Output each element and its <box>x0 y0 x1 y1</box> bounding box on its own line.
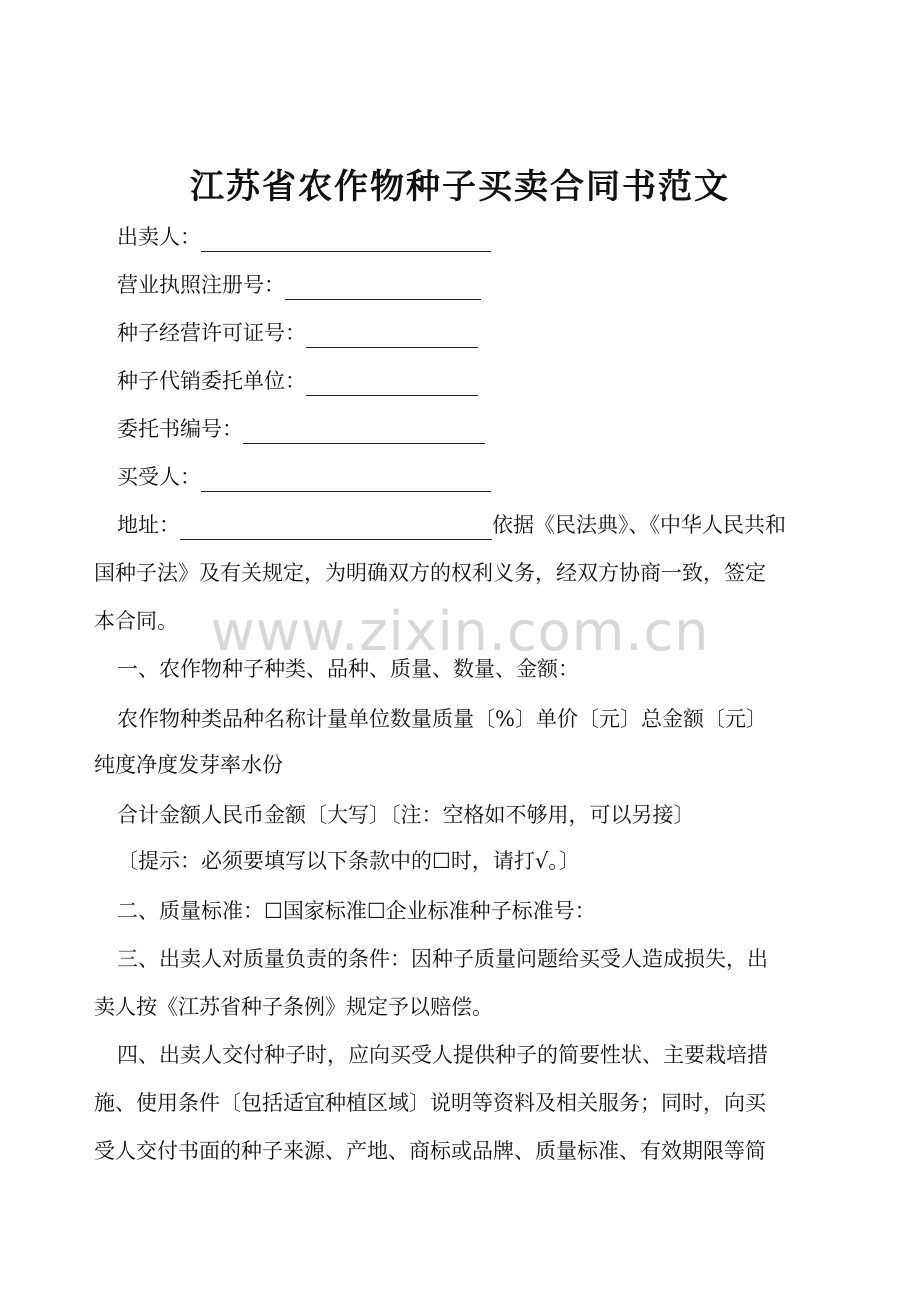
section3-line-1: 三、出卖人对质量负责的条件：因种子质量问题给买受人造成损失，出 <box>117 947 768 971</box>
seed-license-blank[interactable] <box>306 322 478 348</box>
license-blank[interactable] <box>285 274 481 300</box>
section4-line-1: 四、出卖人交付种子时，应向买受人提供种子的简要性状、主要栽培措 <box>117 1043 768 1067</box>
consign-no-field <box>117 414 485 444</box>
seed-license-label: 种子经营许可证号： <box>117 321 306 345</box>
seller-blank[interactable] <box>201 226 491 252</box>
hint-line: 〔提示：必须要填写以下条款中的☐时，请打√。〕 <box>117 849 580 873</box>
consign-no-label: 委托书编号： <box>117 417 243 441</box>
intro-line-2: 国种子法》及有关规定，为明确双方的权利义务，经双方协商一致，签定 <box>94 561 766 585</box>
section1-heading: 一、农作物种子种类、品种、质量、数量、金额： <box>117 657 579 681</box>
section4-line-3: 受人交付书面的种子来源、产地、商标或品牌、质量标准、有效期限等简 <box>94 1139 766 1163</box>
buyer-field <box>117 462 491 492</box>
license-label: 营业执照注册号： <box>117 273 285 297</box>
seller-label: 出卖人： <box>117 225 201 249</box>
intro-line-1: 依据《民法典》、《中华人民共和 <box>492 513 786 537</box>
watermark: www.zixin.com.cn <box>210 600 710 663</box>
consign-unit-label: 种子代销委托单位： <box>117 369 306 393</box>
section4-line-2: 施、使用条件〔包括适宜种植区域〕说明等资料及相关服务；同时，向买 <box>94 1091 766 1115</box>
document-title: 江苏省农作物种子买卖合同书范文 <box>190 167 730 207</box>
section1-total-line: 合计金额人民币金额〔大写〕〔注：空格如不够用，可以另接〕 <box>117 803 695 827</box>
section1-table-line-2: 纯度净度发芽率水份 <box>94 753 283 777</box>
section3-line-2: 卖人按《江苏省种子条例》规定予以赔偿。 <box>94 995 493 1019</box>
section2-line: 二、质量标准：☐国家标准☐企业标准种子标准号： <box>117 899 596 923</box>
buyer-label: 买受人： <box>117 465 201 489</box>
license-field <box>117 270 481 300</box>
intro-line-3: 本合同。 <box>94 609 178 633</box>
seller-field <box>117 222 491 252</box>
address-label: 地址： <box>117 513 180 537</box>
seed-license-field <box>117 318 478 348</box>
consign-unit-field <box>117 366 478 396</box>
consign-no-blank[interactable] <box>243 418 485 444</box>
address-blank[interactable] <box>180 514 492 540</box>
buyer-blank[interactable] <box>201 466 491 492</box>
consign-unit-blank[interactable] <box>306 370 478 396</box>
address-field <box>117 510 786 540</box>
section1-table-line-1: 农作物种类品种名称计量单位数量质量〔%〕单价〔元〕总金额〔元〕 <box>117 707 767 731</box>
